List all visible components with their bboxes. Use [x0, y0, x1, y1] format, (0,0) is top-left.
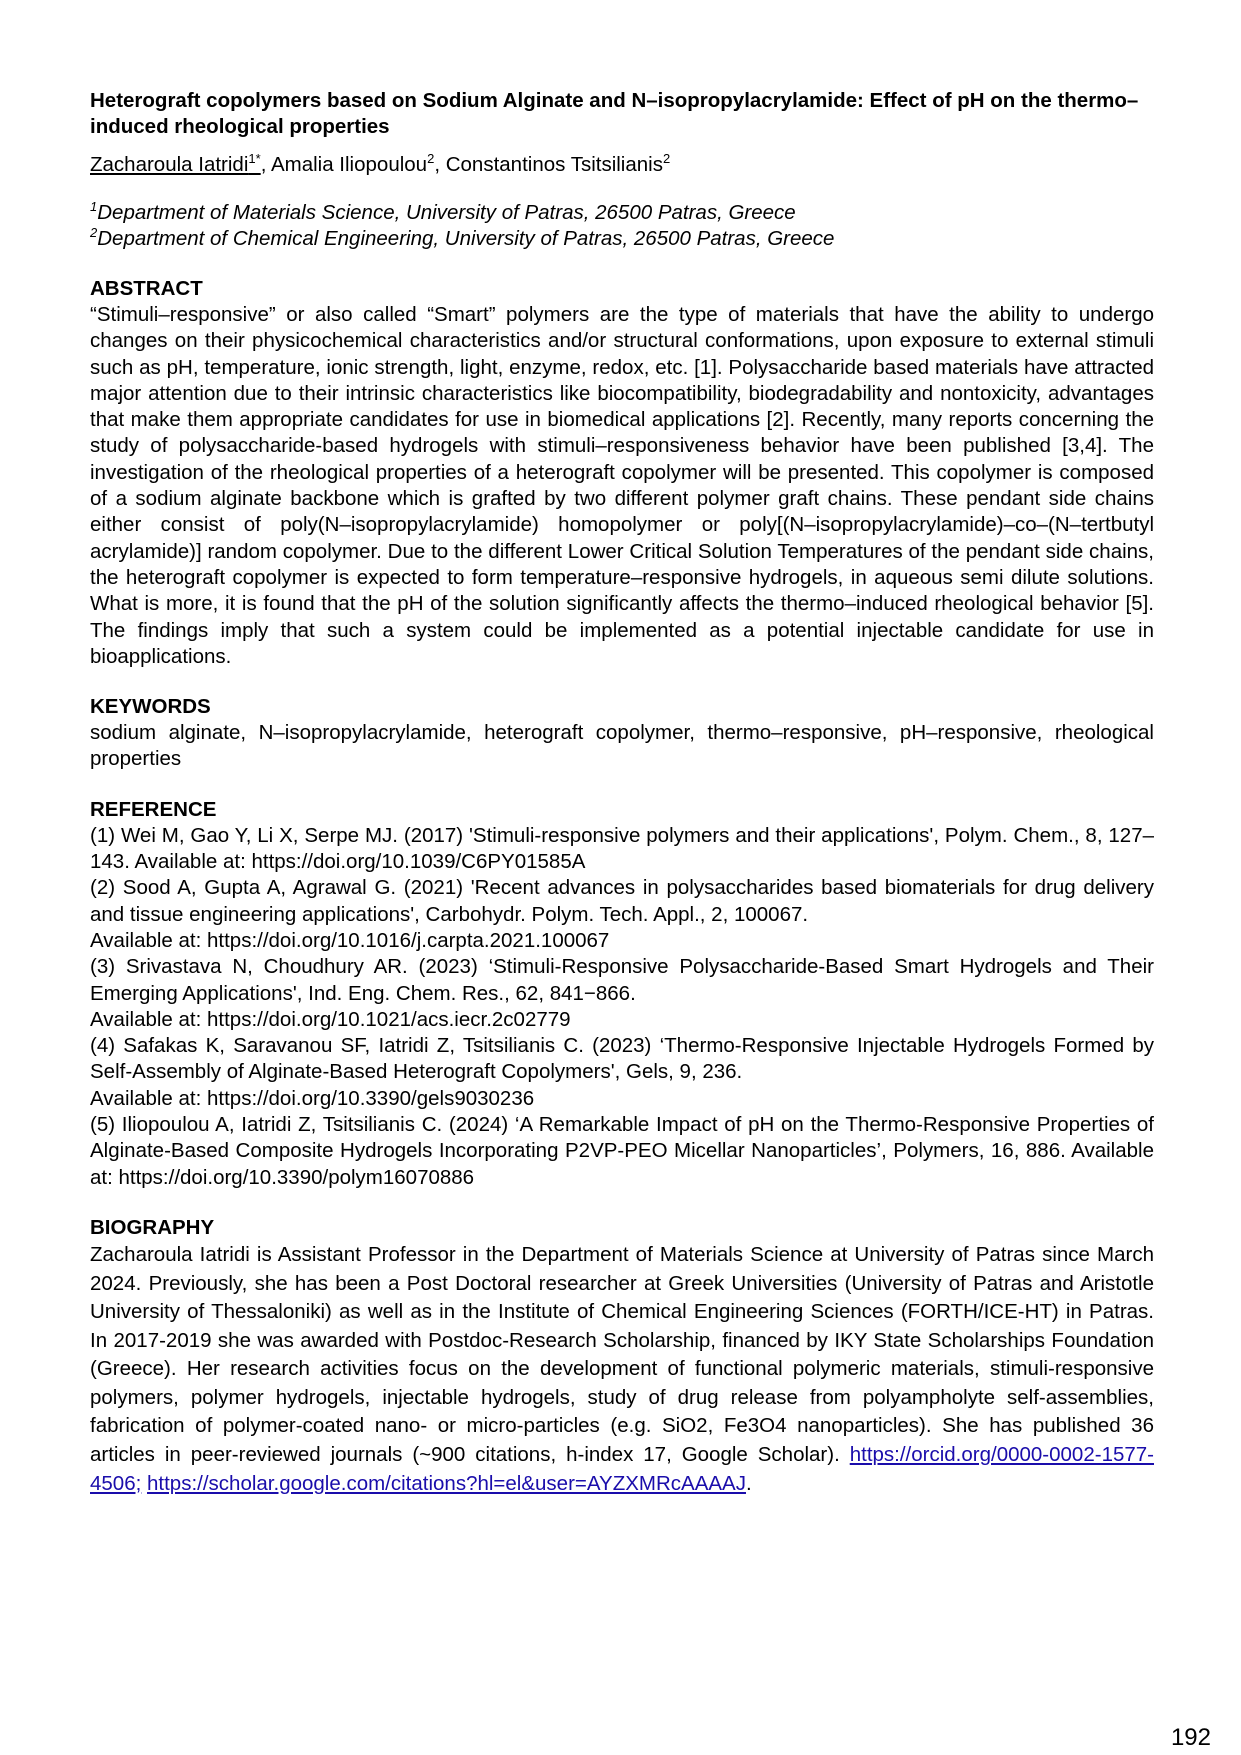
- author-line: [90, 152, 1154, 178]
- affiliation-sup: 1: [90, 199, 98, 215]
- author-1-sup: 1*: [248, 151, 261, 167]
- keywords-heading: KEYWORDS: [90, 695, 211, 719]
- reference-availability: Available at: https://doi.org/10.1016/j.carpta.2021.100067: [90, 928, 610, 952]
- references-section: [90, 797, 1154, 1191]
- google-scholar-link[interactable]: https://scholar.google.com/citations?hl=el&user=AYZXMRcAAAAJ: [147, 1471, 746, 1495]
- reference-main: (4) Safakas K, Saravanou SF, Iatridi Z, Tsitsilianis C. (2023) ‘Thermo-Responsive Injectable Hydrogels Formed by Self-Assembly of Alginate-Based Heterograft Copolymers', Gels, 9, 236.: [90, 1034, 1154, 1084]
- biography-text: [90, 1241, 1154, 1498]
- orcid-link[interactable]: https://orcid.org/0000-0002-1577-4506;: [90, 1443, 1154, 1495]
- biography-end: .: [745, 1471, 752, 1495]
- author-2-name: Amalia Iliopoulou: [270, 153, 428, 176]
- abstract-section: [90, 276, 1154, 670]
- reference-main: (5) Iliopoulou A, Iatridi Z, Tsitsilianis C. (2024) ‘A Remarkable Impact of pH on the Thermo-Responsive Properties of Alginate-Based Composite Hydrogels Incorporating P2VP-PEO Micellar Nanoparticles’, Polymers, 16, 886. Available at: https://doi.org/10.3390/polym16070886: [90, 1113, 1154, 1189]
- biography-section: [90, 1215, 1154, 1498]
- keywords-text: sodium alginate, N–isopropylacrylamide, heterograft copolymer, thermo–responsive, pH–responsive, rheological properties: [90, 721, 1154, 771]
- affiliations: [90, 200, 1154, 252]
- biography-heading: BIOGRAPHY: [90, 1215, 215, 1239]
- reference-item: [90, 1033, 1154, 1112]
- paper-title: Heterograft copolymers based on Sodium Alginate and N–isopropylacrylamide: Effect of pH on the thermo–induced rheological properties: [90, 89, 1139, 138]
- affiliation-2: [90, 226, 1154, 252]
- affiliation-1: [90, 200, 1154, 226]
- author-1-name: Zacharoula Iatridi: [90, 153, 249, 176]
- reference-main: (2) Sood A, Gupta A, Agrawal G. (2021) 'Recent advances in polysaccharides based biomaterials for drug delivery and tissue engineering applications', Carbohydr. Polym. Tech. Appl., 2, 100067.: [90, 876, 1154, 926]
- reference-item: [90, 823, 1154, 876]
- author-2-sup: 2: [427, 151, 435, 167]
- reference-availability: Available at: https://doi.org/10.1021/acs.iecr.2c02779: [90, 1007, 571, 1031]
- abstract-text: “Stimuli–responsive” or also called “Smart” polymers are the type of materials that have the ability to undergo changes on their physicochemical characteristics and/or structural conformations, upon exposure to external stimuli such as pH, temperature, ionic strength, light, enzyme, redox, etc. [1]. Polysaccharide based materials have attracted major attention due to their intrinsic characteristics like biocompatibility, biodegradability and nontoxicity, advantages that make them appropriate candidates for use in biomedical applications [2]. Recently, many reports concerning the study of polysaccharide-based hydrogels with stimuli–responsiveness behavior have been published [3,4]. The investigation of the rheological properties of a heterograft copolymer will be presented. This copolymer is composed of a sodium alginate backbone which is grafted by two different polymer graft chains. These pendant side chains either consist of poly(N–isopropylacrylamide) homopolymer or poly[(N–isopropylacrylamide)–co–(N–tertbutyl acrylamide)] random copolymer. Due to the different Lower Critical Solution Temperatures of the pendant side chains, the heterograft copolymer is expected to form temperature–responsive hydrogels, in aqueous semi dilute solutions. What is more, it is found that the pH of the solution significantly affects the thermo–induced rheological behavior [5]. The findings imply that such a system could be implemented as a potential injectable candidate for use in bioapplications.: [90, 303, 1154, 668]
- author-separator: ,: [260, 153, 271, 176]
- reference-main: (3) Srivastava N, Choudhury AR. (2023) ‘Stimuli-Responsive Polysaccharide-Based Smart Hydrogels and Their Emerging Applications', Ind. Eng. Chem. Res., 62, 841−866.: [90, 955, 1154, 1005]
- author-separator: ,: [434, 153, 446, 176]
- reference-item: [90, 875, 1154, 954]
- author-3-name: Constantinos Tsitsilianis: [445, 153, 663, 176]
- reference-availability: Available at: https://doi.org/10.3390/gels9030236: [90, 1086, 535, 1110]
- author-3-sup: 2: [662, 151, 671, 167]
- affiliation-text: Department of Chemical Engineering, University of Patras, 26500 Patras, Greece: [97, 227, 835, 250]
- abstract-heading: ABSTRACT: [90, 277, 203, 300]
- reference-item: [90, 1112, 1154, 1191]
- references-heading: REFERENCE: [90, 797, 217, 821]
- reference-item: [90, 954, 1154, 1033]
- reference-main: (1) Wei M, Gao Y, Li X, Serpe MJ. (2017) 'Stimuli-responsive polymers and their applications', Polym. Chem., 8, 127–143. Available at: https://doi.org/10.1039/C6PY01585A: [90, 823, 1154, 874]
- biography-body: Zacharoula Iatridi is Assistant Professor in the Department of Materials Science at University of Patras since March 2024. Previously, she has been a Post Doctoral researcher at Greek Universities (University of Patras and Aristotle University of Thessaloniki) as well as in the Institute of Chemical Engineering Sciences (FORTH/ICE-HT) in Patras. In 2017-2019 she was awarded with Postdoc-Research Scholarship, financed by IKY State Scholarships Foundation (Greece). Her research activities focus on the development of functional polymeric materials, stimuli-responsive polymers, polymer hydrogels, injectable hydrogels, study of drug release from polyampholyte self-assemblies, fabrication of polymer-coated nano- or micro-particles (e.g. SiO2, Fe3O4 nanoparticles). She has published 36 articles in peer-reviewed journals (~900 citations, h-index 17, Google Scholar).: [90, 1242, 1154, 1467]
- page-number: 192: [1170, 1724, 1211, 1751]
- affiliation-sup: 2: [90, 225, 98, 241]
- author-1: [90, 153, 261, 176]
- document-page: [90, 88, 1154, 1498]
- affiliation-text: Department of Materials Science, University of Patras, 26500 Patras, Greece: [97, 201, 796, 224]
- keywords-section: [90, 694, 1154, 773]
